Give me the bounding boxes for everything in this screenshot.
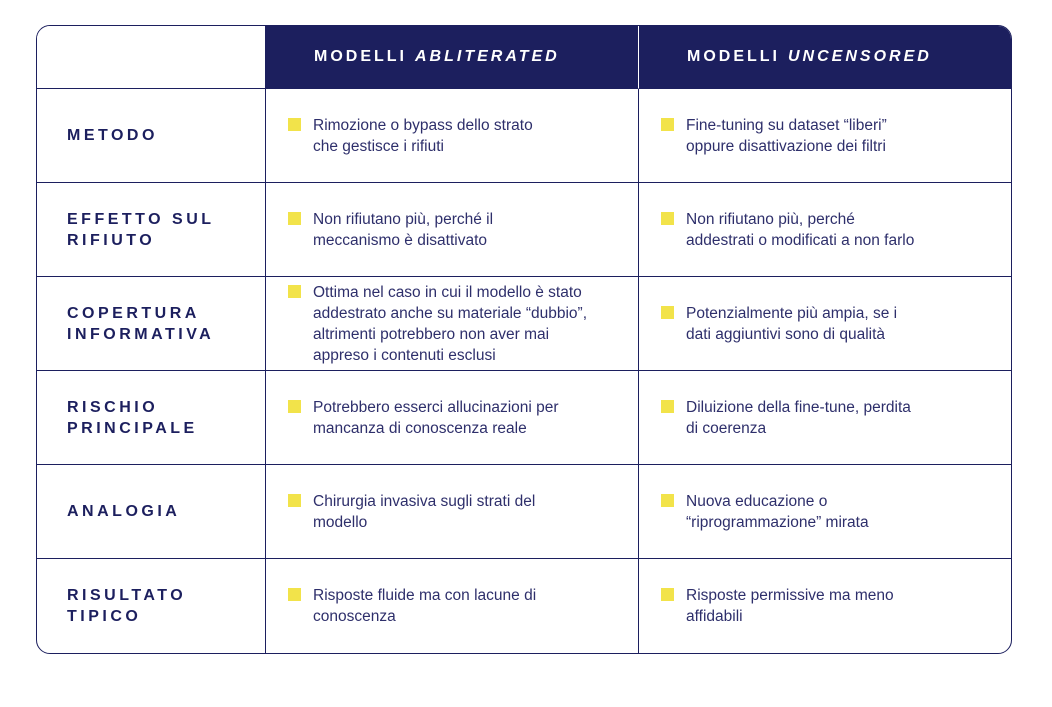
bullet-item [288, 209, 493, 251]
cell-abliterated [266, 465, 639, 559]
bullet-item [288, 115, 533, 157]
cell-abliterated [266, 89, 639, 183]
cell-text: Non rifiutano più, perché addestrati o modificati a non farlo [686, 210, 915, 249]
bullet-item [288, 585, 536, 627]
cell-text: Fine-tuning su dataset “liberi” oppure disattivazione dei filtri [686, 116, 887, 155]
row-label: METODO [37, 89, 266, 183]
square-bullet-icon [661, 306, 674, 319]
bullet-item [661, 303, 897, 345]
cell-text: Potenzialmente più ampia, se i dati aggiuntivi sono di qualità [686, 304, 898, 343]
bullet-item [661, 209, 914, 251]
bullet-item [661, 397, 911, 439]
square-bullet-icon [288, 494, 301, 507]
cell-abliterated [266, 371, 639, 465]
bullet-item [288, 397, 559, 439]
square-bullet-icon [288, 588, 301, 601]
cell-text: Rimozione o bypass dello strato che gestisce i rifiuti [313, 116, 533, 155]
cell-text: Diluizione della fine-tune, perdita di coerenza [686, 398, 911, 437]
bullet-item [661, 585, 894, 627]
row-label: RISULTATO TIPICO [37, 559, 266, 653]
cell-text: Nuova educazione o “riprogrammazione” mirata [686, 492, 869, 531]
square-bullet-icon [661, 588, 674, 601]
cell-abliterated [266, 277, 639, 371]
header-abliterated-em: ABLITERATED [415, 48, 560, 65]
square-bullet-icon [288, 212, 301, 225]
row-label: ANALOGIA [37, 465, 266, 559]
cell-uncensored [639, 559, 1011, 653]
cell-abliterated [266, 559, 639, 653]
cell-abliterated [266, 183, 639, 277]
header-abliterated-prefix: MODELLI [314, 48, 407, 65]
square-bullet-icon [661, 118, 674, 131]
cell-uncensored [639, 89, 1011, 183]
square-bullet-icon [288, 400, 301, 413]
square-bullet-icon [288, 285, 301, 298]
row-label: RISCHIO PRINCIPALE [37, 371, 266, 465]
cell-uncensored [639, 465, 1011, 559]
cell-text: Risposte permissive ma meno affidabili [686, 587, 894, 625]
cell-uncensored [639, 183, 1011, 277]
header-empty-cell [37, 26, 266, 89]
row-label: EFFETTO SUL RIFIUTO [37, 183, 266, 277]
header-abliterated [266, 26, 639, 89]
bullet-item [661, 491, 869, 533]
comparison-table [36, 25, 1012, 654]
square-bullet-icon [661, 212, 674, 225]
header-uncensored-prefix: MODELLI [687, 48, 780, 65]
bullet-item [661, 115, 887, 157]
bullet-item [288, 491, 535, 533]
square-bullet-icon [661, 494, 674, 507]
bullet-item [288, 282, 587, 366]
square-bullet-icon [288, 118, 301, 131]
cell-text: Chirurgia invasiva sugli strati del modello [313, 492, 536, 531]
cell-text: Potrebbero esserci allucinazioni per mancanza di conoscenza reale [313, 398, 559, 437]
row-label: COPERTURA INFORMATIVA [37, 277, 266, 371]
cell-uncensored [639, 371, 1011, 465]
header-uncensored-em: UNCENSORED [788, 48, 932, 65]
cell-uncensored [639, 277, 1011, 371]
header-uncensored [639, 26, 1011, 89]
square-bullet-icon [661, 400, 674, 413]
cell-text: Ottima nel caso in cui il modello è stato addestrato anche su materiale “dubbio”, altrimenti potrebbero non aver mai appreso i contenuti esclusi [313, 283, 587, 364]
cell-text: Risposte fluide ma con lacune di conoscenza [313, 587, 537, 625]
cell-text: Non rifiutano più, perché il meccanismo è disattivato [313, 210, 494, 249]
comparison-grid [37, 26, 1011, 653]
